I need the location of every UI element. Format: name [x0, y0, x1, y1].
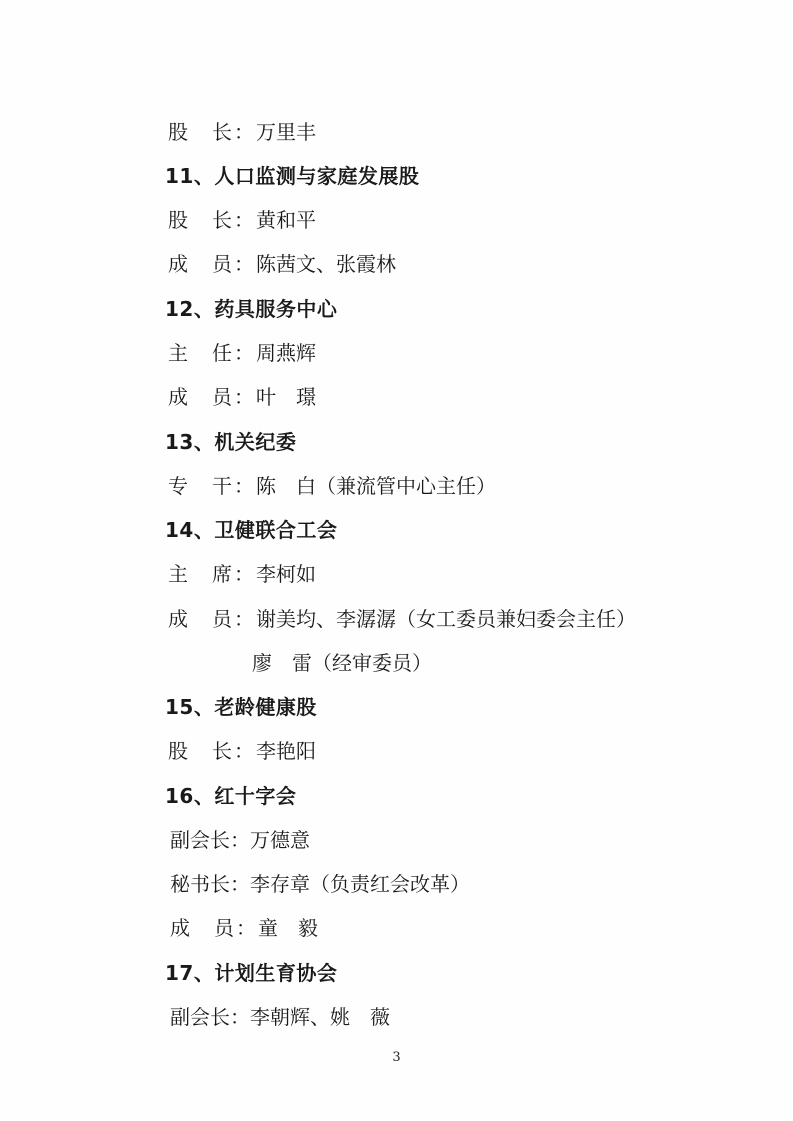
page-number: 3 — [392, 1050, 401, 1065]
role-label: 成 员： — [168, 252, 256, 276]
person-names: 陈 白（兼流管中心主任） — [256, 474, 496, 498]
role-label: 秘书长： — [170, 872, 250, 896]
section-14-chair-line — [168, 561, 316, 587]
section-17-vice-president-line — [170, 1004, 390, 1030]
section-10-leader-line — [168, 119, 316, 145]
section-14-members-line — [168, 606, 636, 632]
section-12-members-line — [168, 384, 316, 410]
person-names: 廖 雷（经审委员） — [252, 651, 432, 675]
section-16-vice-president-line — [170, 827, 310, 853]
person-names: 李存章（负责红会改革） — [250, 872, 470, 896]
section-14-heading: 14、卫健联合工会 — [165, 518, 338, 542]
section-12-heading: 12、药具服务中心 — [165, 297, 338, 321]
role-label: 股 长： — [168, 208, 256, 232]
person-names: 万里丰 — [256, 120, 316, 144]
section-11-members-line — [168, 251, 396, 277]
section-11-leader-line — [168, 207, 316, 233]
person-names: 李朝辉、姚 薇 — [250, 1005, 390, 1029]
person-names: 谢美均、李潺潺（女工委员兼妇委会主任） — [256, 607, 636, 631]
role-label: 专 干： — [168, 474, 256, 498]
section-16-members-line — [170, 915, 318, 941]
section-13-officer-line — [168, 473, 496, 499]
person-names: 李柯如 — [256, 562, 316, 586]
section-15-heading: 15、老龄健康股 — [165, 695, 317, 719]
role-label: 股 长： — [168, 739, 256, 763]
section-13-heading: 13、机关纪委 — [165, 430, 297, 454]
person-names: 叶 璟 — [256, 385, 316, 409]
role-label: 主 席： — [168, 562, 256, 586]
person-names: 周燕辉 — [256, 341, 316, 365]
section-17-heading: 17、计划生育协会 — [165, 961, 338, 985]
role-label: 副会长： — [170, 828, 250, 852]
role-label: 股 长： — [168, 120, 256, 144]
section-11-heading: 11、人口监测与家庭发展股 — [165, 164, 420, 188]
section-12-director-line — [168, 340, 316, 366]
person-names: 童 毅 — [258, 916, 318, 940]
person-names: 陈茜文、张霞林 — [256, 252, 396, 276]
role-label: 副会长： — [170, 1005, 250, 1029]
role-label: 成 员： — [170, 916, 258, 940]
person-names: 万德意 — [250, 828, 310, 852]
section-15-leader-line — [168, 738, 316, 764]
section-16-heading: 16、红十字会 — [165, 784, 297, 808]
role-label: 成 员： — [168, 385, 256, 409]
section-16-secretary-general-line — [170, 871, 470, 897]
role-label: 成 员： — [168, 607, 256, 631]
person-names: 黄和平 — [256, 208, 316, 232]
person-names: 李艳阳 — [256, 739, 316, 763]
role-label: 主 任： — [168, 341, 256, 365]
section-14-members-continued-line — [252, 650, 432, 676]
